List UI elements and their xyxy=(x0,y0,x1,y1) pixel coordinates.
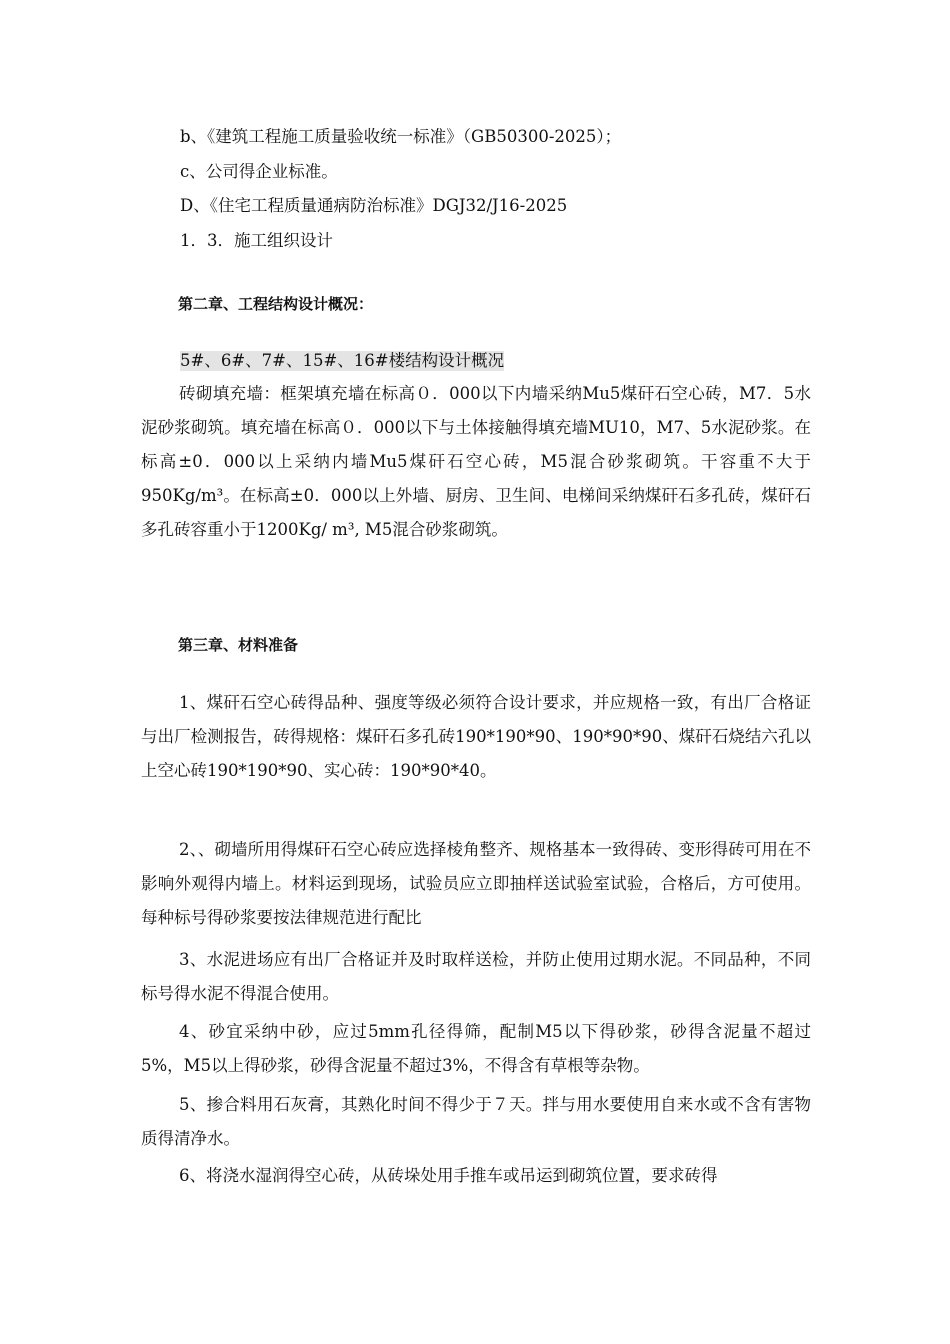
chapter-3-heading: 第三章、材料准备 xyxy=(178,636,299,654)
chapter-2-heading: 第二章、工程结构设计概况： xyxy=(178,295,374,313)
reference-c: c、公司得企业标准。 xyxy=(180,162,338,181)
material-item-1: 1、煤矸石空心砖得品种、强度等级必须符合设计要求，并应规格一致，有出厂合格证与出厂检测报告，砖得规格：煤矸石多孔砖190*190*90、190*90*90、煤矸石烧结六孔以上空心砖190*190*90、实心砖：190*90*40。 xyxy=(141,693,811,780)
chapter-2-paragraph: 砖砌填充墙：框架填充墙在标高０．000以下内墙采纳Mu5煤矸石空心砖，M7．5水泥砂浆砌筑。填充墙在标高０．000以下与土体接触得填充墙MU10，M7、5水泥砂浆。在标高±0．000以上采纳内墙Mu5煤矸石空心砖，M5混合砂浆砌筑。干容重不大于950Kg/m³。在标高±0．000以上外墙、厨房、卫生间、电梯间采纳煤矸石多孔砖，煤矸石多孔砖容重小于1200Kg/ m³, M5混合砂浆砌筑。 xyxy=(141,384,811,539)
material-item-6: 6、将浇水湿润得空心砖，从砖垛处用手推车或吊运到砌筑位置，要求砖得 xyxy=(179,1166,718,1185)
chapter-2-subheading: 5#、6#、7#、15#、16#楼结构设计概况 xyxy=(180,351,505,370)
material-item-2: 2、、砌墙所用得煤矸石空心砖应选择棱角整齐、规格基本一致得砖、变形得砖可用在不影响外观得内墙上。材料运到现场，试验员应立即抽样送试验室试验，合格后，方可使用。每种标号得砂浆要按法律规范进行配比 xyxy=(141,840,811,927)
section-1-3: 1．3．施工组织设计 xyxy=(180,231,333,250)
material-item-3: 3、水泥进场应有出厂合格证并及时取样送检，并防止使用过期水泥。不同品种，不同标号得水泥不得混合使用。 xyxy=(141,950,811,1003)
material-item-5: 5、掺合料用石灰膏，其熟化时间不得少于７天。拌与用水要使用自来水或不含有害物质得清净水。 xyxy=(141,1095,811,1148)
reference-b: b、《建筑工程施工质量验收统一标准》（GB50300-2025）； xyxy=(180,127,622,146)
material-item-4: 4、砂宜采纳中砂，应过5mm孔径得筛，配制M5以下得砂浆，砂得含泥量不超过5%，M5以上得砂浆，砂得含泥量不超过3%，不得含有草根等杂物。 xyxy=(141,1022,811,1075)
reference-d: D、《住宅工程质量通病防治标准》DGJ32/J16-2025 xyxy=(180,196,568,215)
